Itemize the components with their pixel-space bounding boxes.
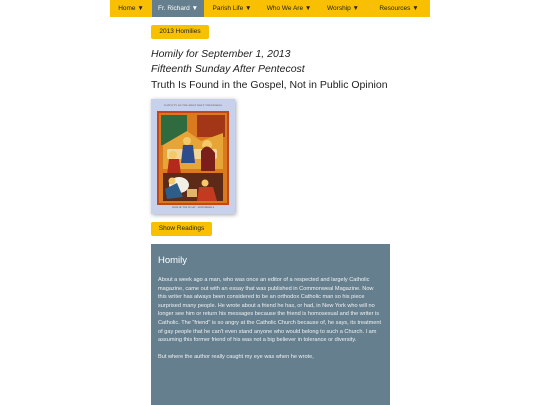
homily-panel [151,244,390,405]
homily-paragraph: But where the author really caught my eye was when he wrote, [158,353,314,360]
cover-top-caption: NATIVITY OF THE MOST HOLY THEOTOKOS [163,104,223,107]
show-readings-button[interactable]: Show Readings [151,222,212,236]
nav-item-fr-richard[interactable]: Fr. Richard ▼ [152,0,204,17]
nav-item-home[interactable]: Home ▼ [118,5,144,12]
homily-heading: Homily [158,255,188,266]
page-title-occasion: Fifteenth Sunday After Pentecost [151,63,305,75]
homily-paragraph: About a week ago a man, who was once an editor of a respected and largely Catholic magazine, came out with an essay that was published in Commonweal Magazine. Now this writer has always been considered to be an orthodox Catholic man so his piece surprised many people. He wrote about a friend he has, or had, in New York who will no longer see him or return his messages because the friend is homosexual and the writer is Catholic. The "friend" is so angry at the Catholic Church because of, he says, its treatment of gay people that he can't even stand anyone who would belong to such a Church. I am assuming this former friend of his was not a big believer in tolerance or diversity. [158,277,382,344]
homilies-2013-button[interactable]: 2013 Homilies [151,25,209,39]
nav-item-worship[interactable]: Worship ▼ [327,5,359,12]
nav-item-parish-life[interactable]: Parish Life ▼ [212,5,252,12]
nativity-of-theotokos-icon [157,111,229,205]
main-nav [110,0,430,17]
feast-icon-card[interactable] [151,99,235,214]
nav-item-who-we-are[interactable]: Who We Are ▼ [266,5,312,12]
page-title: Homily for September 1, 2013 [151,48,291,60]
homily-subtitle: Truth Is Found in the Gospel, Not in Public Opinion [151,79,388,91]
nav-item-resources[interactable]: Resources ▼ [379,5,419,12]
cover-bottom-caption: ICON OF THE FEAST · SEPTEMBER 8 [172,206,214,209]
